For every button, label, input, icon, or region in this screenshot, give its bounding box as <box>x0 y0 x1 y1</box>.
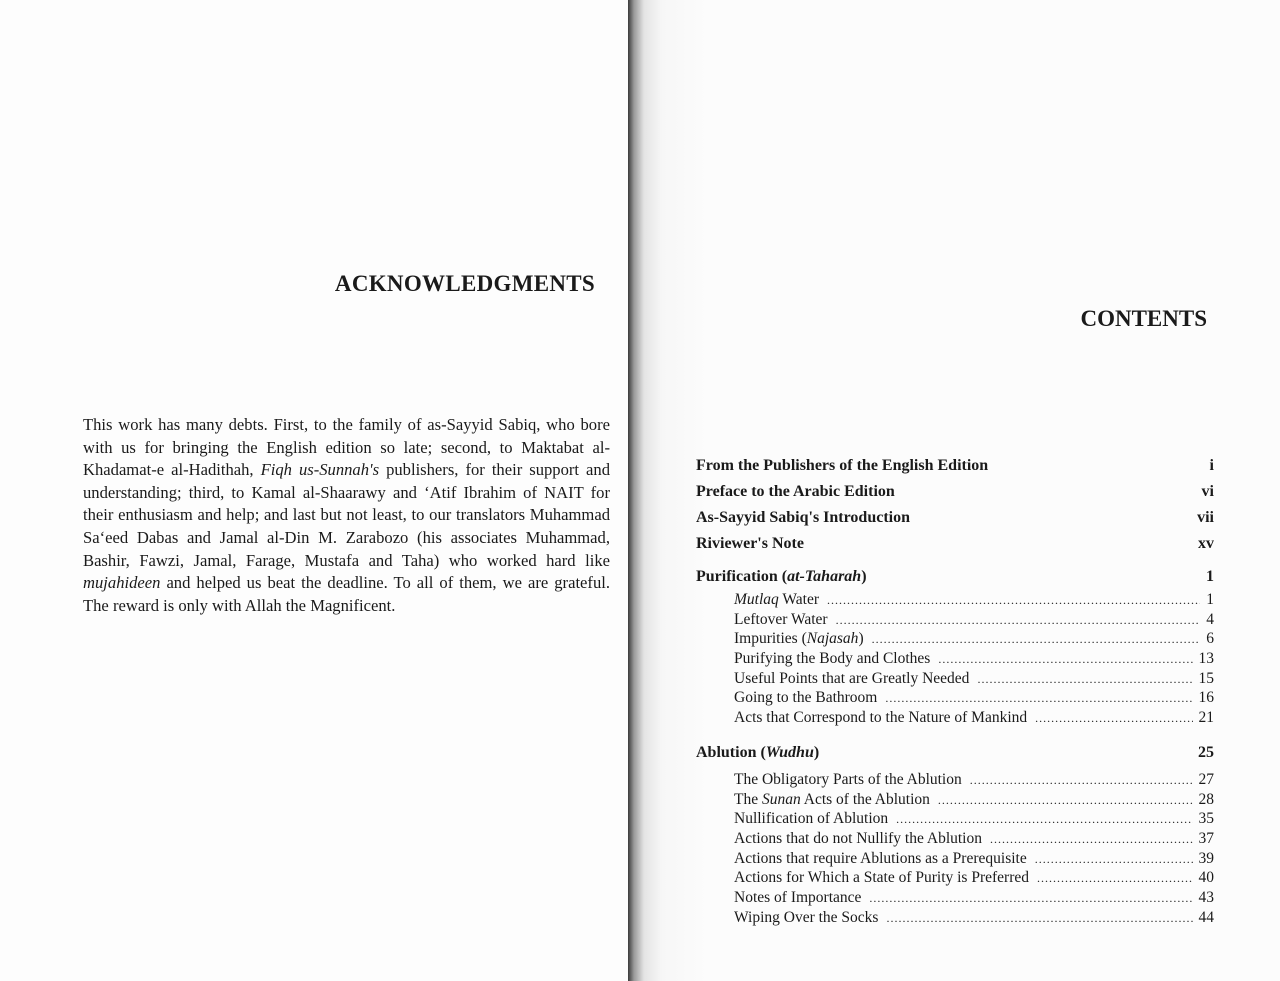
ack-italic: Fiqh us-Sunnah's <box>260 460 380 480</box>
leader-dots <box>827 591 1200 611</box>
toc-label <box>696 564 867 590</box>
toc-page: 27 <box>1198 771 1214 788</box>
label-text: Purification ( <box>696 568 788 585</box>
toc-subentry <box>696 610 1214 630</box>
toc-page: xv <box>1198 535 1214 552</box>
leader-dots <box>885 689 1192 709</box>
toc-subentry <box>696 590 1214 610</box>
toc-entry <box>696 479 1214 505</box>
toc-page: vi <box>1201 483 1214 500</box>
toc-subentry <box>696 669 1214 689</box>
leader-dots <box>886 909 1192 929</box>
toc-subentry <box>696 629 1214 649</box>
toc-label: Useful Points that are Greatly Needed <box>734 669 970 687</box>
toc-label: Wiping Over the Socks <box>734 908 879 926</box>
label-em: Wudhu <box>765 744 814 761</box>
toc-page: 28 <box>1198 790 1214 808</box>
toc-page: 16 <box>1198 689 1214 707</box>
acknowledgments-title: ACKNOWLEDGMENTS <box>334 271 595 296</box>
label-text: Impurities ( <box>734 630 807 648</box>
toc-label: Actions that require Ablutions as a Prerequisite <box>734 849 1027 867</box>
label-text: Acts of the Ablution <box>800 790 930 808</box>
toc-label: Notes of Importance <box>734 889 862 907</box>
toc-page: 37 <box>1198 830 1214 848</box>
toc-page: 1 <box>1206 591 1214 608</box>
leader-dots <box>938 791 1193 811</box>
toc-section-heading <box>696 564 1214 590</box>
toc-label: Nullification of Ablution <box>734 810 889 828</box>
toc-label <box>734 629 864 649</box>
toc-subentry <box>696 888 1214 908</box>
leader-dots <box>869 889 1192 909</box>
toc-page: 43 <box>1198 889 1214 907</box>
leader-dots <box>1035 850 1193 870</box>
toc-subentry <box>696 829 1214 849</box>
label-em: at-Taharah <box>787 568 862 585</box>
toc-page: 1 <box>1206 568 1214 585</box>
toc-label: Riviewer's Note <box>696 535 804 552</box>
toc-subentry <box>696 790 1214 810</box>
toc-subentry <box>696 770 1214 790</box>
label-text: ) <box>861 568 867 585</box>
label-em: Sunan <box>761 790 801 808</box>
toc-page: 21 <box>1198 709 1214 727</box>
label-text: The <box>734 790 762 808</box>
toc-label: Purifying the Body and Clothes <box>734 650 931 668</box>
label-text: ) <box>858 630 864 648</box>
left-page <box>0 0 628 981</box>
toc-page: 13 <box>1198 650 1214 668</box>
toc-subentry <box>696 809 1214 829</box>
toc-subentry <box>696 688 1214 708</box>
ack-text: and helped us beat the deadline. To all of them, we are grateful. The reward is only with Allah the Magnificent. <box>83 573 610 615</box>
toc-subentry <box>696 708 1214 728</box>
toc-section-ablution <box>696 740 1214 928</box>
leader-dots <box>990 830 1193 850</box>
leader-dots <box>1035 709 1192 729</box>
toc-label: Going to the Bathroom <box>734 689 878 707</box>
toc-page: 25 <box>1198 744 1214 761</box>
leader-dots <box>1037 869 1193 889</box>
toc-section-heading <box>696 740 1214 766</box>
leader-dots <box>872 630 1201 650</box>
toc-page: i <box>1209 457 1214 474</box>
toc-label <box>734 590 819 610</box>
toc-subentry <box>696 908 1214 928</box>
toc-front-matter <box>696 453 1214 557</box>
toc-label: The Obligatory Parts of the Ablution <box>734 771 962 788</box>
toc-subentry <box>696 849 1214 869</box>
toc-label: Actions that do not Nullify the Ablution <box>734 830 982 848</box>
toc-section-purification <box>696 564 1214 728</box>
leader-dots <box>977 670 1192 690</box>
toc-entry <box>696 505 1214 531</box>
label-text: Water <box>778 591 819 608</box>
toc-page: 15 <box>1198 669 1214 687</box>
leader-dots <box>938 650 1192 670</box>
label-text: Ablution ( <box>696 744 766 761</box>
toc-page: vii <box>1197 509 1214 526</box>
toc-page: 35 <box>1198 810 1214 828</box>
toc-label: Acts that Correspond to the Nature of Mankind <box>734 709 1028 727</box>
toc-label: Actions for Which a State of Purity is Preferred <box>734 869 1029 887</box>
toc-page: 6 <box>1206 630 1214 648</box>
toc-page: 40 <box>1198 869 1214 887</box>
toc-label: Preface to the Arabic Edition <box>696 483 895 500</box>
toc-label: As-Sayyid Sabiq's Introduction <box>696 509 910 526</box>
toc-label: Leftover Water <box>734 610 828 628</box>
ack-text: publishers, for their support and understanding; third, to Kamal al-Shaarawy and ‘Atif Ibrahim of NAIT for their enthusiasm and help; and last but not least, to our translators Muhammad Sa‘eed Dabas and Jamal al-Din M. Zarabozo (his associates Muhammad, Bashir, Fawzi, Jamal, Farage, Mustafa and Taha) who worked hard like <box>83 460 611 570</box>
toc-page: 44 <box>1198 908 1214 926</box>
toc-subentry <box>696 868 1214 888</box>
ack-text: This work has many debts. First, to the family of as-Sayyid Sabiq, who bore with us for bringing the English edition so late; second, to Maktabat al-Khadamat-e al-Hadithah, <box>83 415 610 480</box>
toc-page: 39 <box>1198 849 1214 867</box>
toc-label: From the Publishers of the English Edition <box>696 457 989 474</box>
toc-page: 4 <box>1206 610 1214 628</box>
toc-subentry <box>696 649 1214 669</box>
toc-entry <box>696 453 1214 479</box>
leader-dots <box>896 810 1192 830</box>
toc-label <box>696 740 819 766</box>
toc-label <box>734 790 930 810</box>
label-em: Mutlaq <box>734 591 779 608</box>
ack-italic: mujahideen <box>83 573 161 593</box>
acknowledgments-paragraph <box>83 414 610 617</box>
leader-dots <box>970 771 1193 791</box>
leader-dots <box>836 611 1201 631</box>
label-text: ) <box>813 744 820 761</box>
toc-entry <box>696 531 1214 557</box>
label-em: Najasah <box>806 630 859 648</box>
contents-title: CONTENTS <box>1080 306 1207 331</box>
